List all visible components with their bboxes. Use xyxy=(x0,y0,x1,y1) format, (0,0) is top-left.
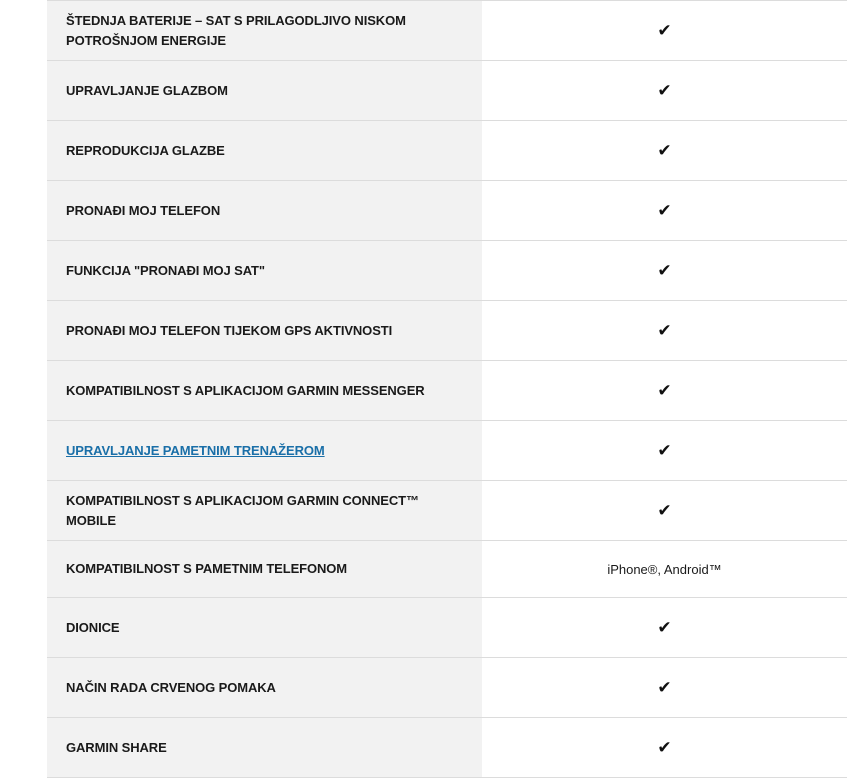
spec-value-cell xyxy=(482,301,847,361)
spec-label-find-phone-gps: PRONAĐI MOJ TELEFON TIJEKOM GPS AKTIVNOSTI xyxy=(47,301,482,361)
checkmark-icon: ✔ xyxy=(657,21,672,40)
checkmark-icon: ✔ xyxy=(657,141,672,160)
spec-label-garmin-share: GARMIN SHARE xyxy=(47,718,482,778)
spec-label-music-control: UPRAVLJANJE GLAZBOM xyxy=(47,61,482,121)
spec-value-cell xyxy=(482,1,847,61)
spec-value-cell xyxy=(482,658,847,718)
table-row xyxy=(47,1,847,61)
checkmark-icon: ✔ xyxy=(657,381,672,400)
spec-label-red-shift: NAČIN RADA CRVENOG POMAKA xyxy=(47,658,482,718)
table-row xyxy=(47,421,847,481)
checkmark-icon: ✔ xyxy=(657,321,672,340)
checkmark-icon: ✔ xyxy=(657,201,672,220)
checkmark-icon: ✔ xyxy=(657,738,672,757)
spec-value-cell xyxy=(482,121,847,181)
checkmark-icon: ✔ xyxy=(657,501,672,520)
spec-value-cell xyxy=(482,361,847,421)
specs-table xyxy=(47,0,847,778)
table-row xyxy=(47,541,847,598)
spec-label-smartphone-compat: KOMPATIBILNOST S PAMETNIM TELEFONOM xyxy=(47,541,482,598)
table-row xyxy=(47,181,847,241)
spec-label-garmin-messenger: KOMPATIBILNOST S APLIKACIJOM GARMIN MESSENGER xyxy=(47,361,482,421)
checkmark-icon: ✔ xyxy=(657,261,672,280)
spec-value-cell xyxy=(482,61,847,121)
table-row xyxy=(47,241,847,301)
spec-label-music-playback: REPRODUKCIJA GLAZBE xyxy=(47,121,482,181)
table-row xyxy=(47,301,847,361)
spec-value-cell xyxy=(482,598,847,658)
spec-label-find-my-phone: PRONAĐI MOJ TELEFON xyxy=(47,181,482,241)
table-row xyxy=(47,598,847,658)
smart-trainer-control-link[interactable]: UPRAVLJANJE PAMETNIM TRENAŽEROM xyxy=(66,442,325,458)
table-row xyxy=(47,718,847,778)
spec-label-cell xyxy=(47,421,482,481)
checkmark-icon: ✔ xyxy=(657,441,672,460)
spec-label-battery-saver: ŠTEDNJA BATERIJE – SAT S PRILAGODLJIVO NISKOM POTROŠNJOM ENERGIJE xyxy=(47,1,482,61)
spec-label-stocks: DIONICE xyxy=(47,598,482,658)
spec-value-cell xyxy=(482,481,847,541)
table-row xyxy=(47,361,847,421)
checkmark-icon: ✔ xyxy=(657,81,672,100)
spec-value-cell xyxy=(482,241,847,301)
table-row xyxy=(47,61,847,121)
spec-value-cell xyxy=(482,421,847,481)
table-row xyxy=(47,481,847,541)
checkmark-icon: ✔ xyxy=(657,618,672,637)
table-row xyxy=(47,658,847,718)
table-row xyxy=(47,121,847,181)
checkmark-icon: ✔ xyxy=(657,678,672,697)
spec-value-cell xyxy=(482,718,847,778)
spec-value-cell xyxy=(482,181,847,241)
spec-value-smartphone-compat: iPhone®, Android™ xyxy=(482,541,847,598)
spec-label-find-my-watch: FUNKCIJA "PRONAĐI MOJ SAT" xyxy=(47,241,482,301)
spec-label-garmin-connect: KOMPATIBILNOST S APLIKACIJOM GARMIN CONNECT™ MOBILE xyxy=(47,481,482,541)
